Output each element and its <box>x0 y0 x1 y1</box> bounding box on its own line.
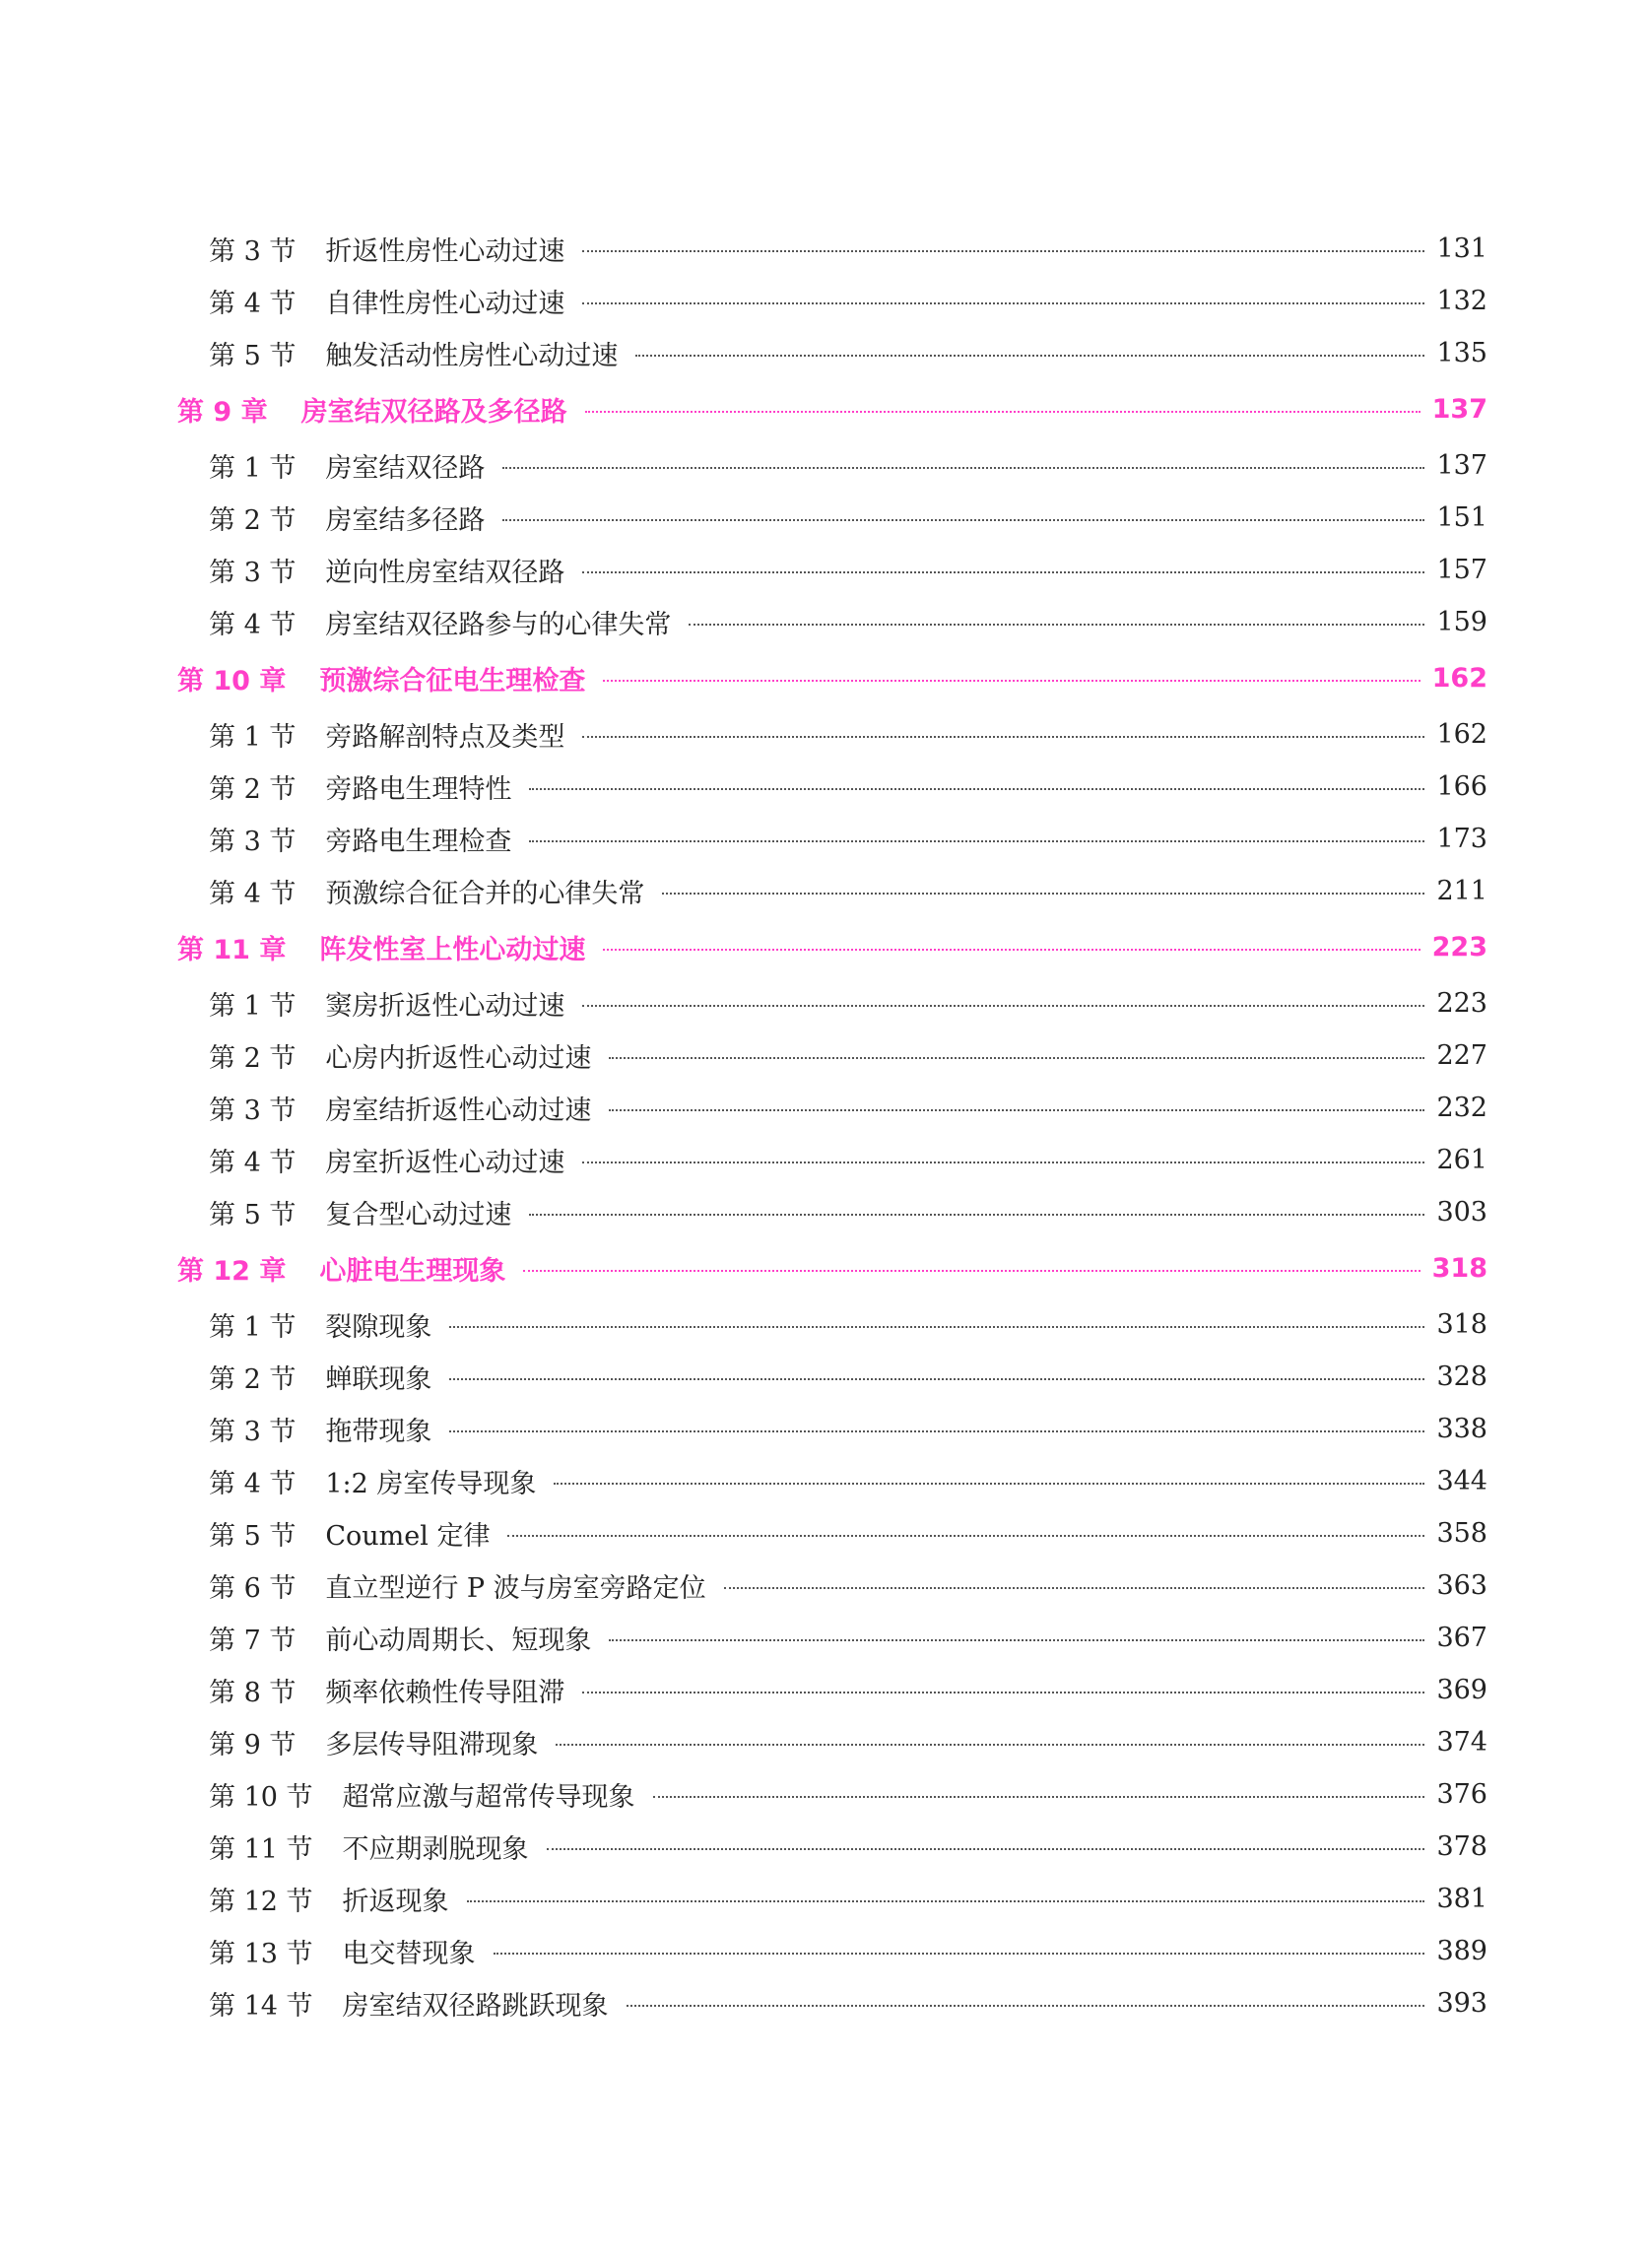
section-number: 第 3 节 <box>209 558 297 588</box>
section-entry[interactable] <box>177 1403 1487 1455</box>
section-title: 频率依赖性传导阻滞 <box>325 1678 565 1708</box>
dot-leader <box>556 1744 1424 1746</box>
page-number: 232 <box>1436 1093 1487 1123</box>
dot-leader <box>547 1848 1425 1850</box>
dot-leader <box>529 1214 1424 1216</box>
section-number: 第 3 节 <box>209 827 297 857</box>
section-entry[interactable] <box>177 1455 1487 1507</box>
page-number: 381 <box>1436 1884 1487 1914</box>
section-number: 第 5 节 <box>209 1200 297 1230</box>
section-entry[interactable] <box>177 596 1487 648</box>
section-number: 第 13 节 <box>209 1939 313 1969</box>
page-number: 151 <box>1436 502 1487 533</box>
dot-leader <box>609 1057 1424 1059</box>
dot-leader <box>724 1587 1425 1589</box>
section-title: 预激综合征合并的心律失常 <box>325 879 645 909</box>
page-number: 166 <box>1436 771 1487 802</box>
page-number: 393 <box>1436 1988 1487 2019</box>
section-number: 第 2 节 <box>209 1364 297 1395</box>
section-title: 窦房折返性心动过速 <box>325 991 565 1022</box>
section-number: 第 10 节 <box>209 1782 313 1813</box>
dot-leader <box>467 1900 1425 1902</box>
section-title: 旁路解剖特点及类型 <box>325 722 565 753</box>
dot-leader <box>582 1692 1424 1693</box>
section-title: 房室结双径路 <box>325 453 486 484</box>
section-title: 超常应激与超常传导现象 <box>342 1782 635 1813</box>
table-of-contents <box>177 223 1487 2029</box>
section-title: 前心动周期长、短现象 <box>325 1626 592 1656</box>
dot-leader <box>627 2005 1425 2007</box>
page-number: 328 <box>1436 1361 1487 1392</box>
chapter-entry[interactable] <box>177 1238 1487 1298</box>
section-number: 第 3 节 <box>209 236 297 267</box>
chapter-title: 心脏电生理现象 <box>319 1256 506 1287</box>
section-title: 逆向性房室结双径路 <box>325 558 565 588</box>
section-number: 第 6 节 <box>209 1573 297 1604</box>
page-number: 369 <box>1436 1675 1487 1705</box>
section-title: 房室结双径路参与的心律失常 <box>325 610 672 640</box>
section-number: 第 4 节 <box>209 1148 297 1178</box>
page-number: 376 <box>1436 1779 1487 1810</box>
section-title: 心房内折返性心动过速 <box>325 1043 592 1074</box>
section-title: 房室结折返性心动过速 <box>325 1095 592 1126</box>
section-entry[interactable] <box>177 439 1487 492</box>
section-number: 第 4 节 <box>209 289 297 319</box>
dot-leader <box>554 1483 1424 1485</box>
page-number: 358 <box>1436 1518 1487 1549</box>
section-number: 第 1 节 <box>209 1312 297 1343</box>
dot-leader <box>529 840 1424 842</box>
section-entry[interactable] <box>177 223 1487 275</box>
dot-leader <box>582 302 1424 304</box>
section-title: 复合型心动过速 <box>325 1200 512 1230</box>
section-entry[interactable] <box>177 544 1487 596</box>
page-number: 135 <box>1436 338 1487 368</box>
section-title: 1:2 房室传导现象 <box>325 1469 537 1499</box>
section-title: 房室折返性心动过速 <box>325 1148 565 1178</box>
section-entry[interactable] <box>177 1716 1487 1768</box>
page-number: 157 <box>1436 555 1487 585</box>
chapter-title: 房室结双径路及多径路 <box>300 397 567 428</box>
section-entry[interactable] <box>177 327 1487 379</box>
section-number: 第 4 节 <box>209 610 297 640</box>
section-entry[interactable] <box>177 1029 1487 1082</box>
page-number: 137 <box>1436 450 1487 481</box>
dot-leader <box>529 788 1424 790</box>
page-number: 137 <box>1431 394 1487 425</box>
dot-leader <box>494 1953 1425 1955</box>
section-number: 第 12 节 <box>209 1887 313 1917</box>
page-number: 318 <box>1436 1309 1487 1340</box>
section-title: 直立型逆行 P 波与房室旁路定位 <box>325 1573 706 1604</box>
page-number: 211 <box>1436 876 1487 906</box>
section-entry[interactable] <box>177 865 1487 917</box>
dot-leader <box>582 736 1424 738</box>
section-number: 第 8 节 <box>209 1678 297 1708</box>
section-title: 多层传导阻滞现象 <box>325 1730 539 1760</box>
section-title: 旁路电生理检查 <box>325 827 512 857</box>
dot-leader <box>582 1162 1424 1163</box>
section-entry[interactable] <box>177 1298 1487 1351</box>
section-number: 第 3 节 <box>209 1095 297 1126</box>
page-number: 303 <box>1436 1197 1487 1228</box>
page-number: 223 <box>1436 988 1487 1019</box>
section-entry[interactable] <box>177 1925 1487 1977</box>
dot-leader <box>585 411 1421 413</box>
section-entry[interactable] <box>177 1560 1487 1612</box>
section-number: 第 4 节 <box>209 879 297 909</box>
section-entry[interactable] <box>177 813 1487 865</box>
dot-leader <box>502 519 1424 521</box>
section-entry[interactable] <box>177 275 1487 327</box>
section-entry[interactable] <box>177 1664 1487 1716</box>
page-number: 344 <box>1436 1466 1487 1496</box>
section-number: 第 3 节 <box>209 1417 297 1447</box>
chapter-number: 第 9 章 <box>177 397 268 428</box>
section-number: 第 1 节 <box>209 453 297 484</box>
chapter-entry[interactable] <box>177 917 1487 977</box>
page-number: 367 <box>1436 1623 1487 1653</box>
section-number: 第 1 节 <box>209 722 297 753</box>
section-title: 拖带现象 <box>325 1417 432 1447</box>
section-title: 旁路电生理特性 <box>325 774 512 805</box>
section-entry[interactable] <box>177 492 1487 544</box>
section-number: 第 5 节 <box>209 1521 297 1552</box>
chapter-number: 第 10 章 <box>177 666 287 697</box>
section-number: 第 1 节 <box>209 991 297 1022</box>
dot-leader <box>603 949 1420 951</box>
chapter-entry[interactable] <box>177 379 1487 439</box>
page-number: 162 <box>1431 663 1487 694</box>
dot-leader <box>653 1796 1425 1798</box>
section-number: 第 9 节 <box>209 1730 297 1760</box>
section-title: 房室结多径路 <box>325 505 486 536</box>
section-entry[interactable] <box>177 1821 1487 1873</box>
chapter-title: 阵发性室上性心动过速 <box>319 935 586 965</box>
chapter-number: 第 11 章 <box>177 935 287 965</box>
section-title: 触发活动性房性心动过速 <box>325 341 619 371</box>
section-title: 自律性房性心动过速 <box>325 289 565 319</box>
dot-leader <box>449 1430 1424 1432</box>
page-number: 223 <box>1431 932 1487 963</box>
section-title: 电交替现象 <box>342 1939 476 1969</box>
section-entry[interactable] <box>177 1507 1487 1560</box>
dot-leader <box>582 250 1424 252</box>
page-number: 227 <box>1436 1040 1487 1071</box>
section-number: 第 4 节 <box>209 1469 297 1499</box>
dot-leader <box>449 1378 1424 1380</box>
section-title: Coumel 定律 <box>325 1521 491 1552</box>
dot-leader <box>689 624 1424 626</box>
section-entry[interactable] <box>177 1873 1487 1925</box>
dot-leader <box>662 893 1424 895</box>
page-number: 132 <box>1436 286 1487 316</box>
section-entry[interactable] <box>177 1612 1487 1664</box>
section-entry[interactable] <box>177 1977 1487 2029</box>
section-title: 不应期剥脱现象 <box>342 1834 529 1865</box>
page-number: 363 <box>1436 1570 1487 1601</box>
dot-leader <box>635 355 1424 357</box>
dot-leader <box>502 467 1424 469</box>
dot-leader <box>603 680 1420 682</box>
dot-leader <box>523 1270 1420 1272</box>
section-number: 第 14 节 <box>209 1991 313 2022</box>
page-number: 162 <box>1436 719 1487 750</box>
section-entry[interactable] <box>177 1768 1487 1821</box>
section-number: 第 5 节 <box>209 341 297 371</box>
section-entry[interactable] <box>177 761 1487 813</box>
section-number: 第 2 节 <box>209 505 297 536</box>
page-number: 131 <box>1436 233 1487 264</box>
section-number: 第 7 节 <box>209 1626 297 1656</box>
page-number: 159 <box>1436 607 1487 637</box>
dot-leader <box>609 1639 1424 1641</box>
chapter-entry[interactable] <box>177 648 1487 708</box>
page-number: 318 <box>1431 1253 1487 1284</box>
page-number: 378 <box>1436 1831 1487 1862</box>
page-number: 261 <box>1436 1145 1487 1175</box>
dot-leader <box>582 571 1424 573</box>
chapter-title: 预激综合征电生理检查 <box>319 666 586 697</box>
section-title: 折返性房性心动过速 <box>325 236 565 267</box>
dot-leader <box>507 1535 1424 1537</box>
section-number: 第 11 节 <box>209 1834 313 1865</box>
section-entry[interactable] <box>177 1082 1487 1134</box>
dot-leader <box>449 1326 1424 1328</box>
section-entry[interactable] <box>177 708 1487 761</box>
page-number: 389 <box>1436 1936 1487 1966</box>
section-title: 房室结双径路跳跃现象 <box>342 1991 609 2022</box>
section-number: 第 2 节 <box>209 1043 297 1074</box>
dot-leader <box>582 1005 1424 1007</box>
section-entry[interactable] <box>177 1351 1487 1403</box>
section-title: 蝉联现象 <box>325 1364 432 1395</box>
page-number: 374 <box>1436 1727 1487 1758</box>
page-number: 173 <box>1436 824 1487 854</box>
section-title: 裂隙现象 <box>325 1312 432 1343</box>
section-title: 折返现象 <box>342 1887 449 1917</box>
page-number: 338 <box>1436 1414 1487 1444</box>
dot-leader <box>609 1109 1424 1111</box>
section-entry[interactable] <box>177 1134 1487 1186</box>
section-entry[interactable] <box>177 977 1487 1029</box>
chapter-number: 第 12 章 <box>177 1256 287 1287</box>
section-number: 第 2 节 <box>209 774 297 805</box>
section-entry[interactable] <box>177 1186 1487 1238</box>
